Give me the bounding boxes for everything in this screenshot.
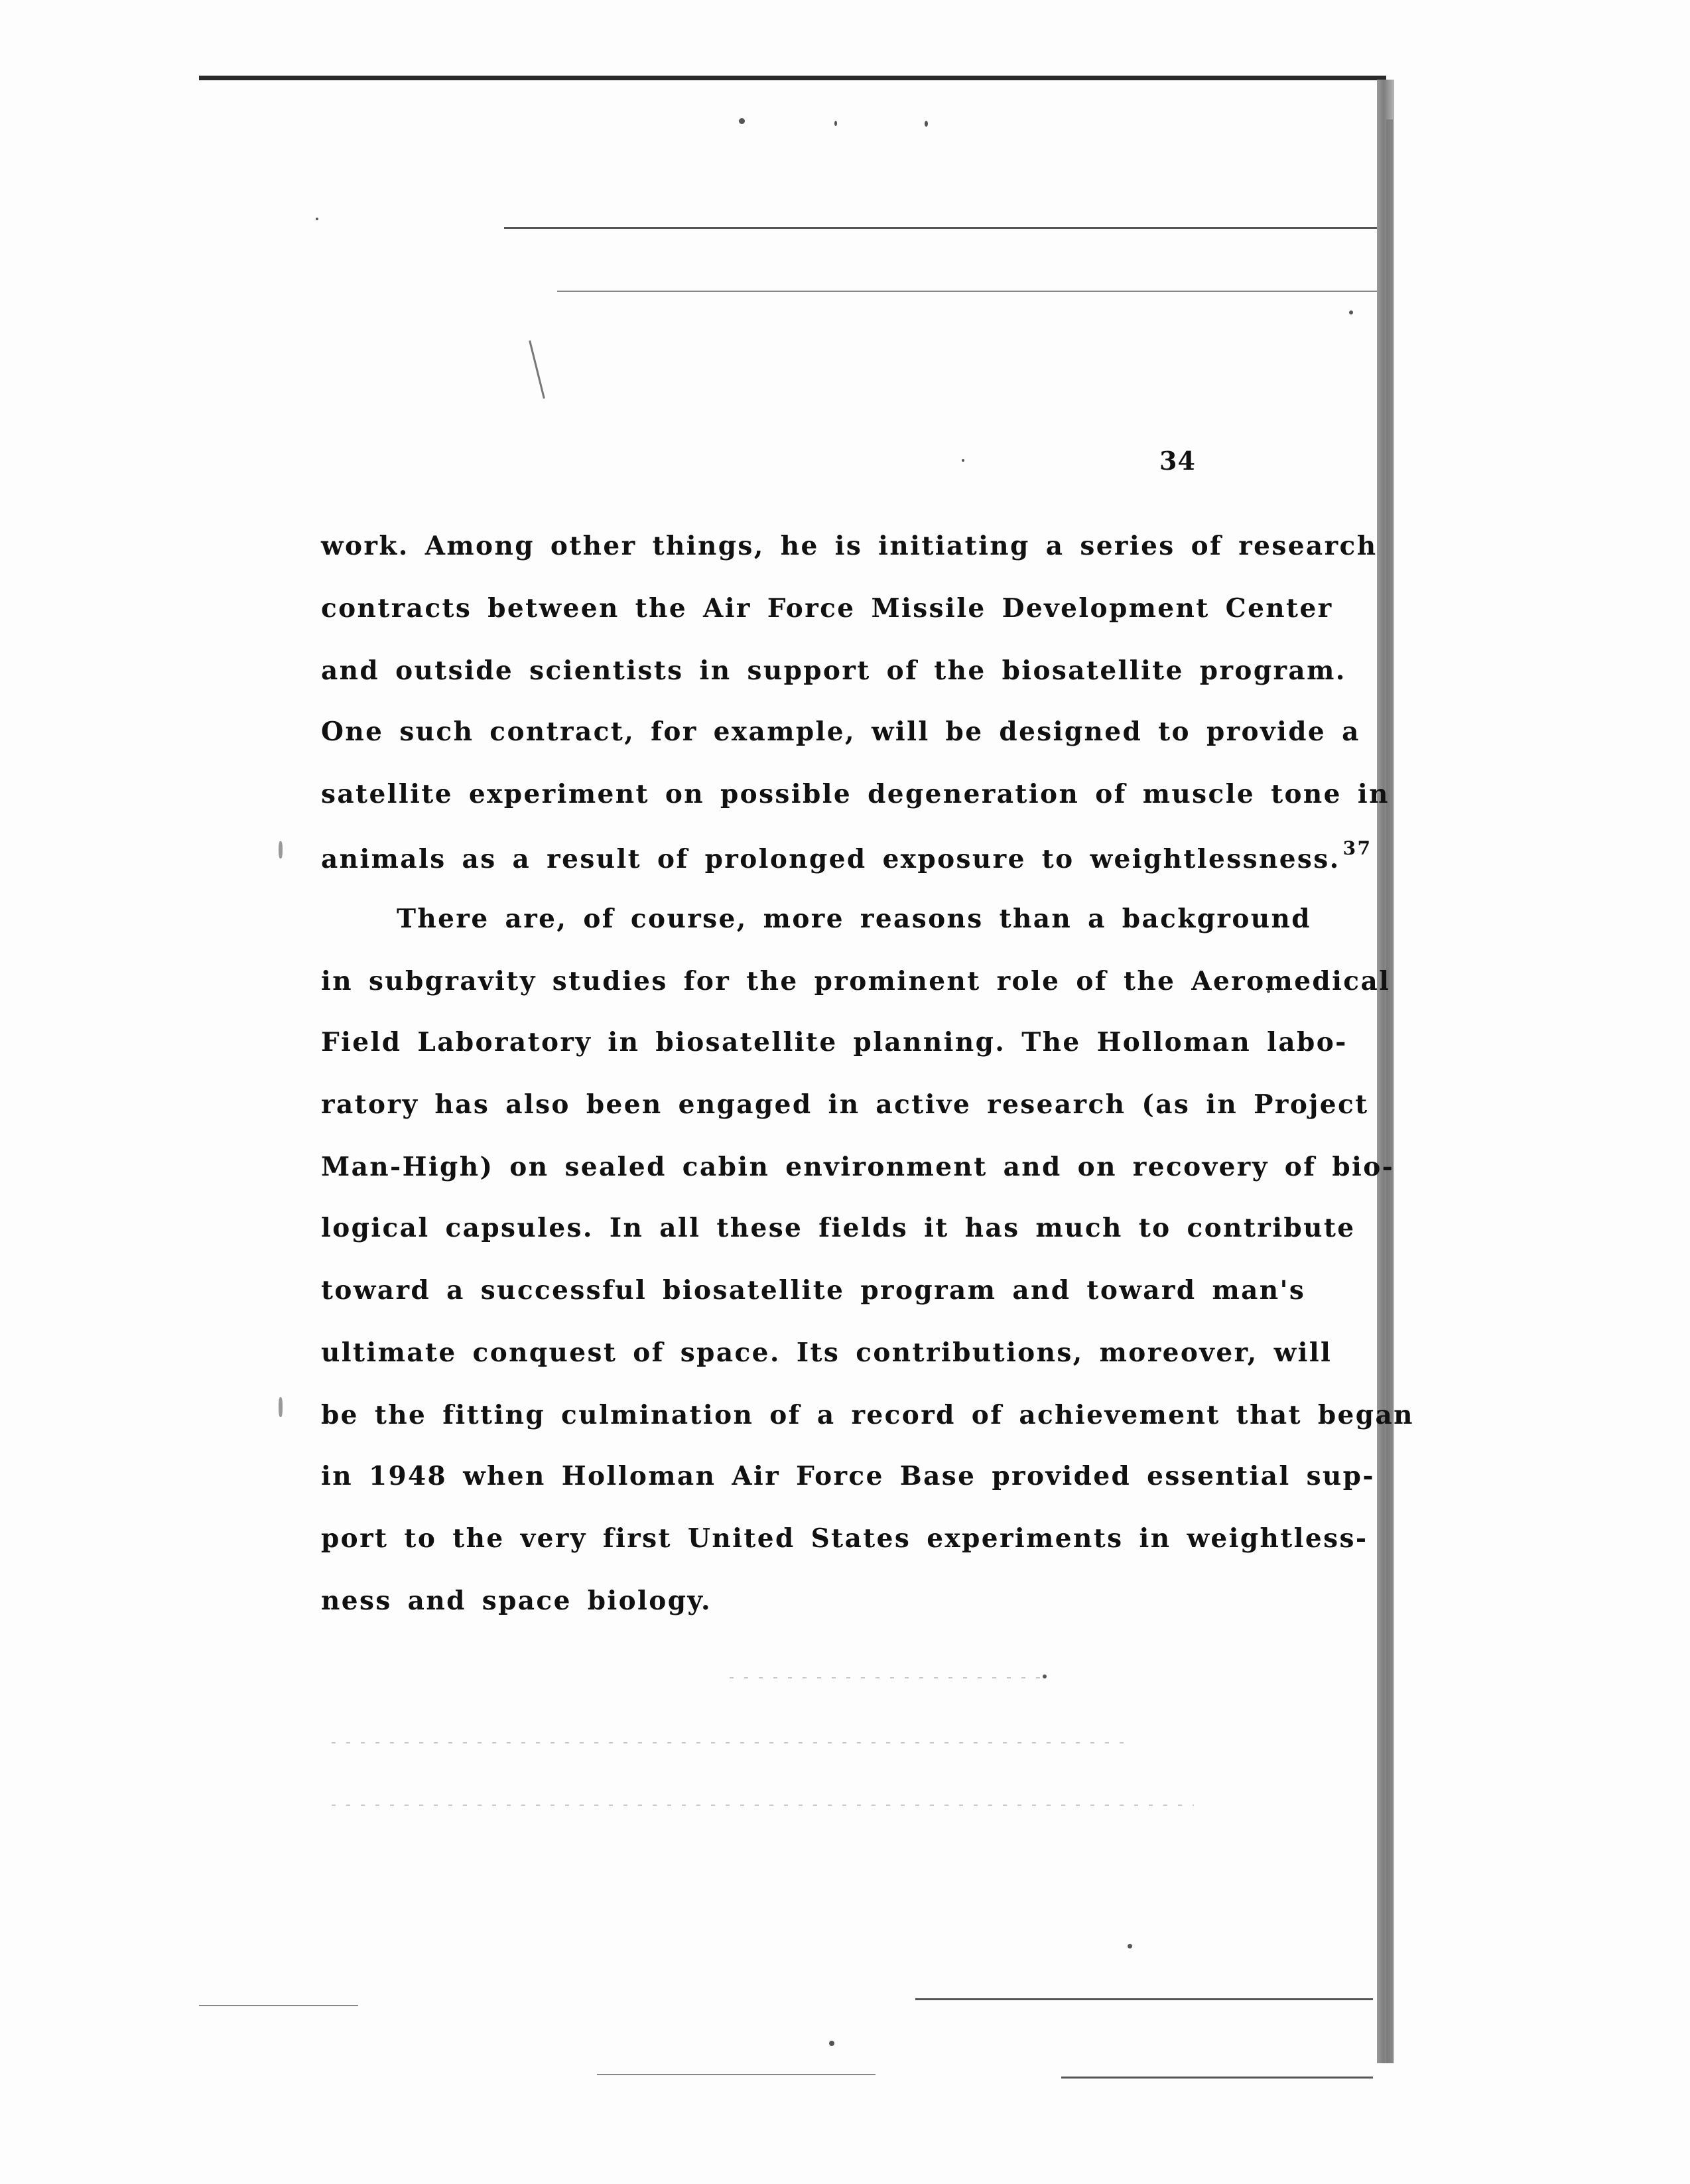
scan-speck (1349, 310, 1353, 314)
bleed-through-line (730, 1677, 1048, 1678)
text-line: in 1948 when Holloman Air Force Base provided essential sup- (321, 1461, 1375, 1491)
text-line: satellite experiment on possible degeneration of muscle tone in (321, 779, 1390, 809)
text-line: There are, of course, more reasons than a background (397, 904, 1311, 934)
text-line: contracts between the Air Force Missile Development Center (321, 593, 1333, 624)
scan-speck (316, 218, 318, 220)
footer-edge-rule (1061, 2077, 1373, 2079)
text-line: work. Among other things, he is initiating a series of research (321, 531, 1378, 561)
text-line: ness and space biology. (321, 1586, 712, 1616)
text-line: Field Laboratory in biosatellite planning. The Holloman labo- (321, 1027, 1348, 1058)
scan-speck (925, 121, 928, 127)
text-line: One such contract, for example, will be designed to provide a (321, 717, 1360, 747)
text-line: Man-High) on sealed cabin environment and on recovery of bio- (321, 1152, 1395, 1182)
scan-speck (962, 459, 964, 462)
text-line: in subgravity studies for the prominent role of the Aeromedical (321, 966, 1391, 996)
scan-speck (1043, 1674, 1047, 1678)
scan-speck (829, 2041, 834, 2046)
text-line: be the fitting culmination of a record of achievement that began (321, 1400, 1414, 1430)
text-line: toward a successful biosatellite program and toward man's (321, 1275, 1306, 1306)
header-rule (504, 227, 1380, 229)
footer-edge-rule-left (597, 2074, 876, 2075)
bottom-rule-left (199, 2005, 358, 2006)
scan-speck (1128, 1944, 1132, 1948)
text-line: ratory has also been engaged in active research (as in Project (321, 1089, 1369, 1120)
scan-speck (279, 1397, 283, 1417)
bleed-through-line (332, 1805, 1194, 1806)
header-rule-secondary (557, 291, 1380, 292)
page-edge-shadow-core (1386, 119, 1393, 2063)
top-edge-rule (199, 76, 1386, 80)
footnote-reference: 37 (1342, 837, 1372, 859)
scan-speck (529, 340, 545, 399)
text-line: ultimate conquest of space. Its contributions, moreover, will (321, 1337, 1332, 1368)
text-line: and outside scientists in support of the biosatellite program. (321, 655, 1346, 686)
text-line: port to the very first United States experiments in weightless- (321, 1523, 1368, 1554)
page-number: 34 (1159, 446, 1196, 476)
scan-speck (279, 841, 283, 858)
bottom-rule (915, 1998, 1373, 2000)
scan-speck (739, 118, 745, 124)
text-line: animals as a result of prolonged exposure to weightlessness. (321, 844, 1340, 874)
bleed-through-line (332, 1742, 1128, 1743)
text-line-with-footnote (321, 837, 1372, 874)
scan-speck (834, 121, 837, 126)
text-line: logical capsules. In all these fields it has much to contribute (321, 1213, 1356, 1243)
